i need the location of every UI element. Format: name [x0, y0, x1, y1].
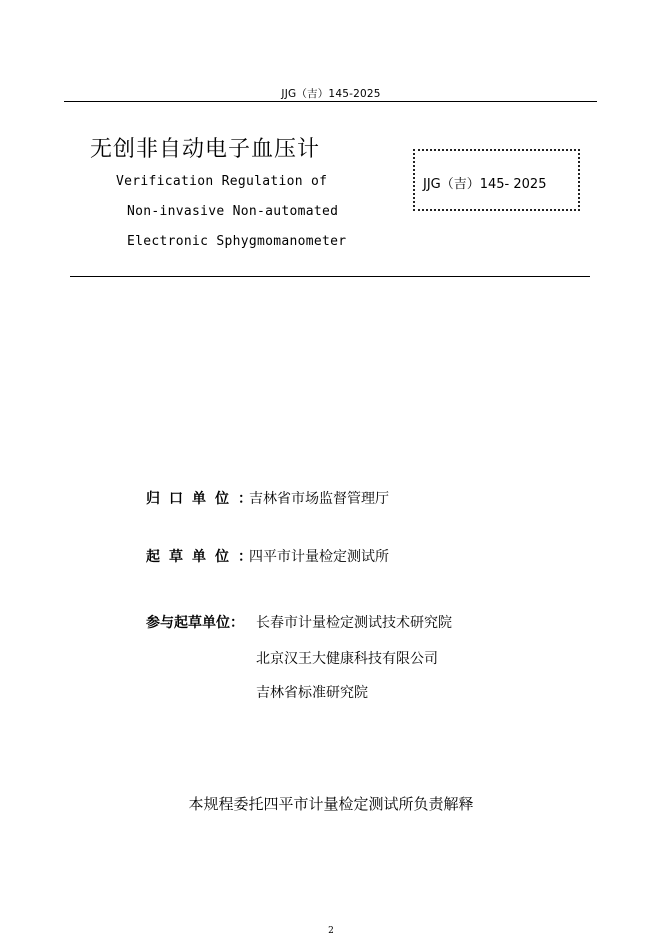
- regulation-code: JJG（吉）145- 2025: [423, 177, 547, 192]
- responsible-unit-value: 吉林省市场监督管理厅: [249, 491, 389, 507]
- title-rule: [70, 276, 590, 277]
- regulation-title-en-line-3: Electronic Sphygmomanometer: [127, 234, 347, 249]
- regulation-title-en-line-1: Verification Regulation of: [116, 174, 328, 189]
- drafting-unit-value: 四平市计量检定测试所: [249, 549, 389, 565]
- interpretation-statement: 本规程委托四平市计量检定测试所负责解释: [188, 795, 474, 813]
- regulation-code-box: [413, 149, 580, 211]
- drafting-unit-label: 起草单位：: [146, 549, 261, 565]
- page-number: 2: [328, 926, 334, 936]
- responsible-unit-label: 归口单位：: [146, 491, 261, 507]
- participating-unit-value-3: 吉林省标准研究院: [256, 685, 368, 701]
- participating-unit-value-1: 长春市计量检定测试技术研究院: [256, 615, 452, 631]
- regulation-title-en-line-2: Non-invasive Non-automated: [127, 204, 339, 219]
- participating-unit-value-2: 北京汉王大健康科技有限公司: [256, 651, 438, 667]
- participating-unit-label: 参与起草单位：: [146, 615, 244, 631]
- regulation-title-cn: 无创非自动电子血压计: [90, 137, 321, 162]
- header-rule: [64, 101, 597, 102]
- running-header: JJG（吉）145-2025: [281, 88, 381, 100]
